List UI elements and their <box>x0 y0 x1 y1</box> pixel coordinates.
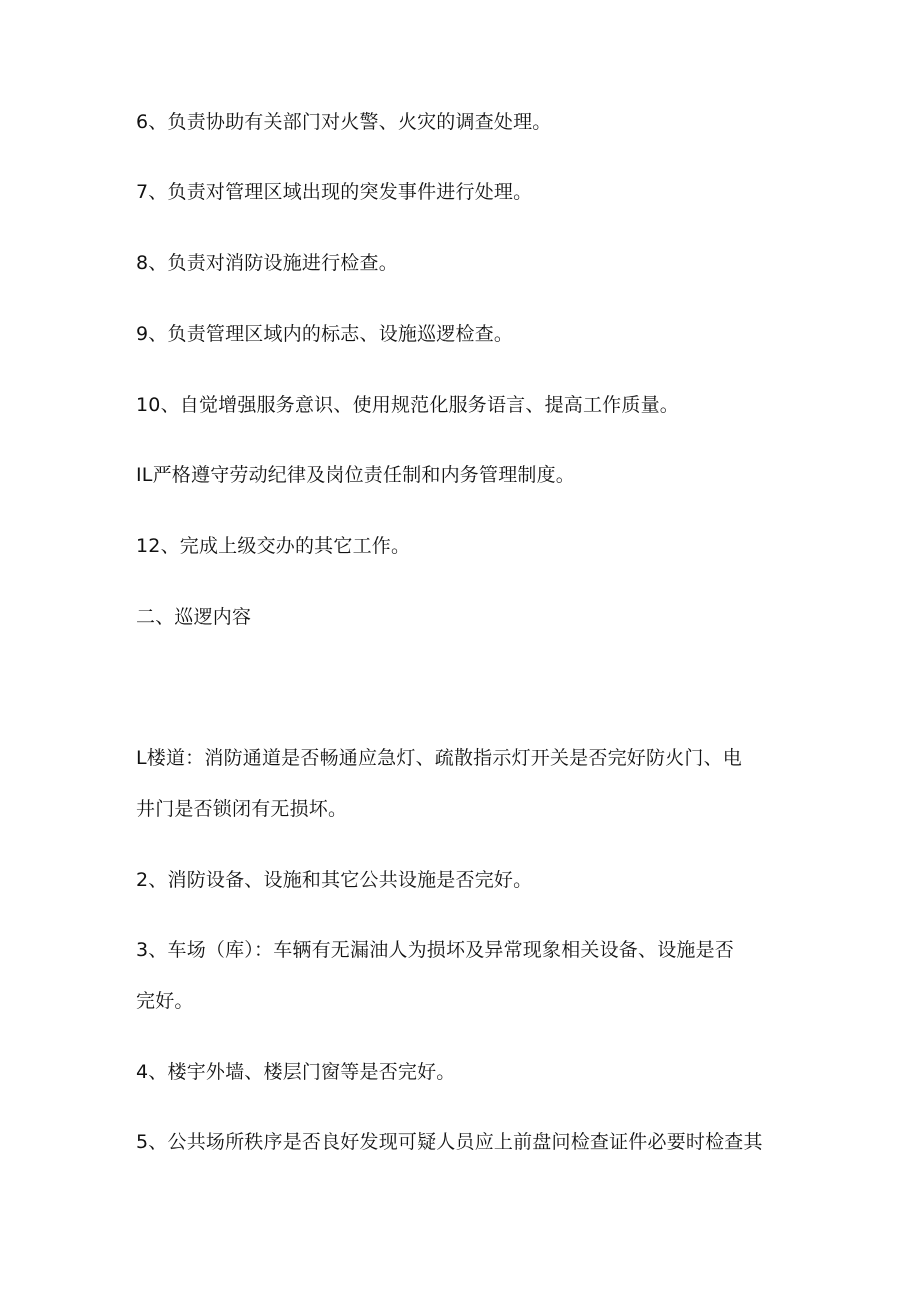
duty-item-11: IL严格遵守劳动纪律及岗位责任制和内务管理制度。 <box>136 464 575 486</box>
duty-item-10: 10、自觉增强服务意识、使用规范化服务语言、提高工作质量。 <box>136 394 679 416</box>
patrol-item-1-line-1: L楼道：消防通道是否畅通应急灯、疏散指示灯开关是否完好防火门、电 <box>136 747 742 769</box>
patrol-item-5-line-1: 5、公共场所秩序是否良好发现可疑人员应上前盘问检查证件必要时检查其 <box>136 1131 763 1153</box>
patrol-item-2: 2、消防设备、设施和其它公共设施是否完好。 <box>136 869 533 891</box>
section-title-patrol: 二、巡逻内容 <box>136 606 252 628</box>
patrol-item-4: 4、楼宇外墙、楼层门窗等是否完好。 <box>136 1061 456 1083</box>
duty-item-6: 6、负责协助有关部门对火警、火灾的调查处理。 <box>136 111 552 133</box>
duty-item-8: 8、负责对消防设施进行检查。 <box>136 252 398 274</box>
duty-item-12: 12、完成上级交办的其它工作。 <box>136 535 411 557</box>
duty-item-7: 7、负责对管理区域出现的突发事件进行处理。 <box>136 181 533 203</box>
patrol-item-3-line-2: 完好。 <box>136 990 194 1012</box>
duty-item-9: 9、负责管理区域内的标志、设施巡逻检查。 <box>136 323 514 345</box>
patrol-item-1-line-2: 井门是否锁闭有无损坏。 <box>136 798 348 820</box>
patrol-item-3-line-1: 3、车场（库）：车辆有无漏油人为损坏及异常现象相关设备、设施是否 <box>136 939 734 961</box>
